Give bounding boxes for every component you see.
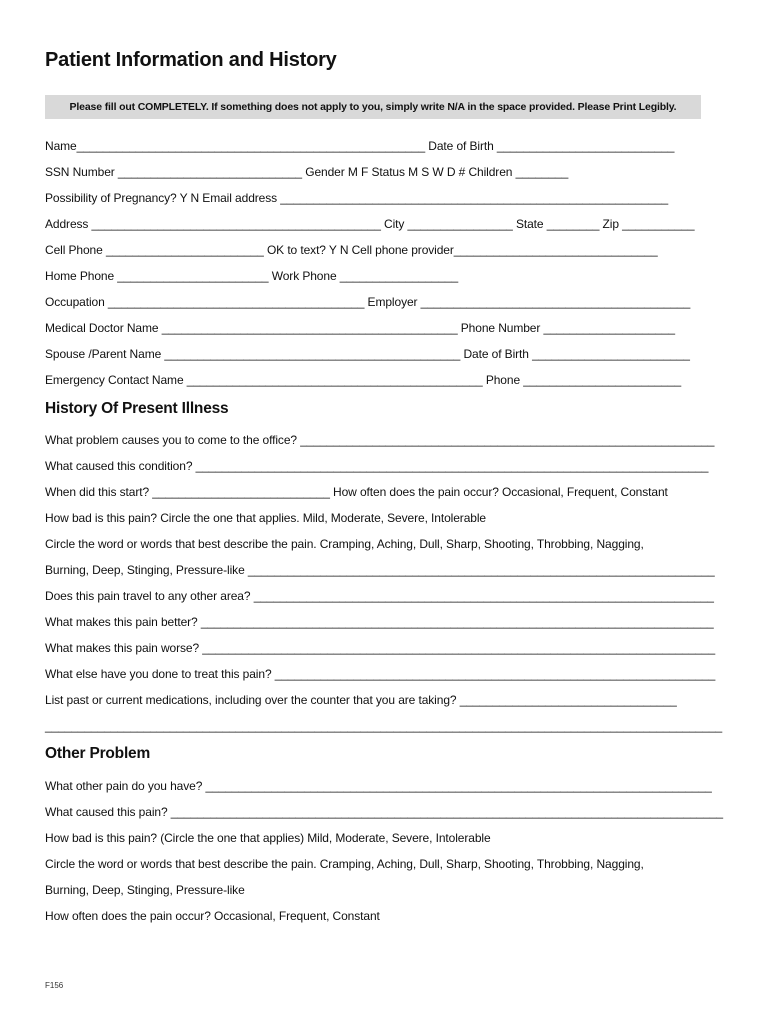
home-work-phone-line[interactable]: Home Phone _______________________ Work Phone __________________ <box>45 269 459 283</box>
pregnancy-email-line[interactable]: Possibility of Pregnancy? Y N Email address ___________________________________________________________ <box>45 191 669 205</box>
other-problem-heading: Other Problem <box>45 745 151 762</box>
history-worse-line[interactable]: What makes this pain worse? ______________________________________________________________________________ <box>45 641 716 655</box>
other-pain-words-cont-line[interactable]: Burning, Deep, Stinging, Pressure-like <box>45 883 245 897</box>
history-pain-words-cont-line[interactable]: Burning, Deep, Stinging, Pressure-like _______________________________________________________________________ <box>45 563 715 577</box>
history-start-frequency-line[interactable]: When did this start? ___________________________ How often does the pain occur? Occasional, Frequent, Constant <box>45 485 668 499</box>
history-treatment-line[interactable]: What else have you done to treat this pain? ___________________________________________________________________ <box>45 667 716 681</box>
ssn-gender-status-line[interactable]: SSN Number ____________________________ Gender M F Status M S W D # Children ________ <box>45 165 569 179</box>
instructions-text: Please fill out COMPLETELY. If something does not apply to you, simply write N/A in the space provided. Please Print Legibly. <box>69 101 677 113</box>
history-cause-line[interactable]: What caused this condition? ______________________________________________________________________________ <box>45 459 709 473</box>
spouse-parent-line[interactable]: Spouse /Parent Name _____________________________________________ Date of Birth ________________________ <box>45 347 690 361</box>
address-line[interactable]: Address ____________________________________________ City ________________ State ________ Zip ___________ <box>45 217 695 231</box>
history-medications-blank-line[interactable]: _______________________________________________________________________________________________________ <box>45 719 723 733</box>
history-medications-line[interactable]: List past or current medications, including over the counter that you are taking? _________________________________ <box>45 693 677 707</box>
other-cause-line[interactable]: What caused this pain? ____________________________________________________________________________________ <box>45 805 723 819</box>
instructions-banner <box>45 95 701 119</box>
medical-doctor-line[interactable]: Medical Doctor Name _____________________________________________ Phone Number ____________________ <box>45 321 675 335</box>
emergency-contact-line[interactable]: Emergency Contact Name _____________________________________________ Phone ________________________ <box>45 373 682 387</box>
history-travel-line[interactable]: Does this pain travel to any other area? ______________________________________________________________________ <box>45 589 714 603</box>
history-section-heading: History Of Present Illness <box>45 400 229 417</box>
occupation-employer-line[interactable]: Occupation _______________________________________ Employer _________________________________________ <box>45 295 691 309</box>
cell-phone-line[interactable]: Cell Phone ________________________ OK to text? Y N Cell phone provider_______________________________ <box>45 243 658 257</box>
history-problem-line[interactable]: What problem causes you to come to the office? _______________________________________________________________ <box>45 433 715 447</box>
other-frequency-line[interactable]: How often does the pain occur? Occasional, Frequent, Constant <box>45 909 380 923</box>
other-pain-words-line[interactable]: Circle the word or words that best describe the pain. Cramping, Aching, Dull, Sharp, Shooting, Throbbing, Nagging, <box>45 857 644 871</box>
form-code: F156 <box>45 981 64 990</box>
other-pain-line[interactable]: What other pain do you have? _____________________________________________________________________________ <box>45 779 712 793</box>
name-dob-line[interactable]: Name_____________________________________________________ Date of Birth ___________________________ <box>45 139 675 153</box>
history-better-line[interactable]: What makes this pain better? ______________________________________________________________________________ <box>45 615 714 629</box>
page-title: Patient Information and History <box>45 49 337 71</box>
history-severity-line[interactable]: How bad is this pain? Circle the one that applies. Mild, Moderate, Severe, Intolerable <box>45 511 486 525</box>
history-pain-words-line[interactable]: Circle the word or words that best describe the pain. Cramping, Aching, Dull, Sharp, Shooting, Throbbing, Nagging, <box>45 537 644 551</box>
other-severity-line[interactable]: How bad is this pain? (Circle the one that applies) Mild, Moderate, Severe, Intolerable <box>45 831 491 845</box>
